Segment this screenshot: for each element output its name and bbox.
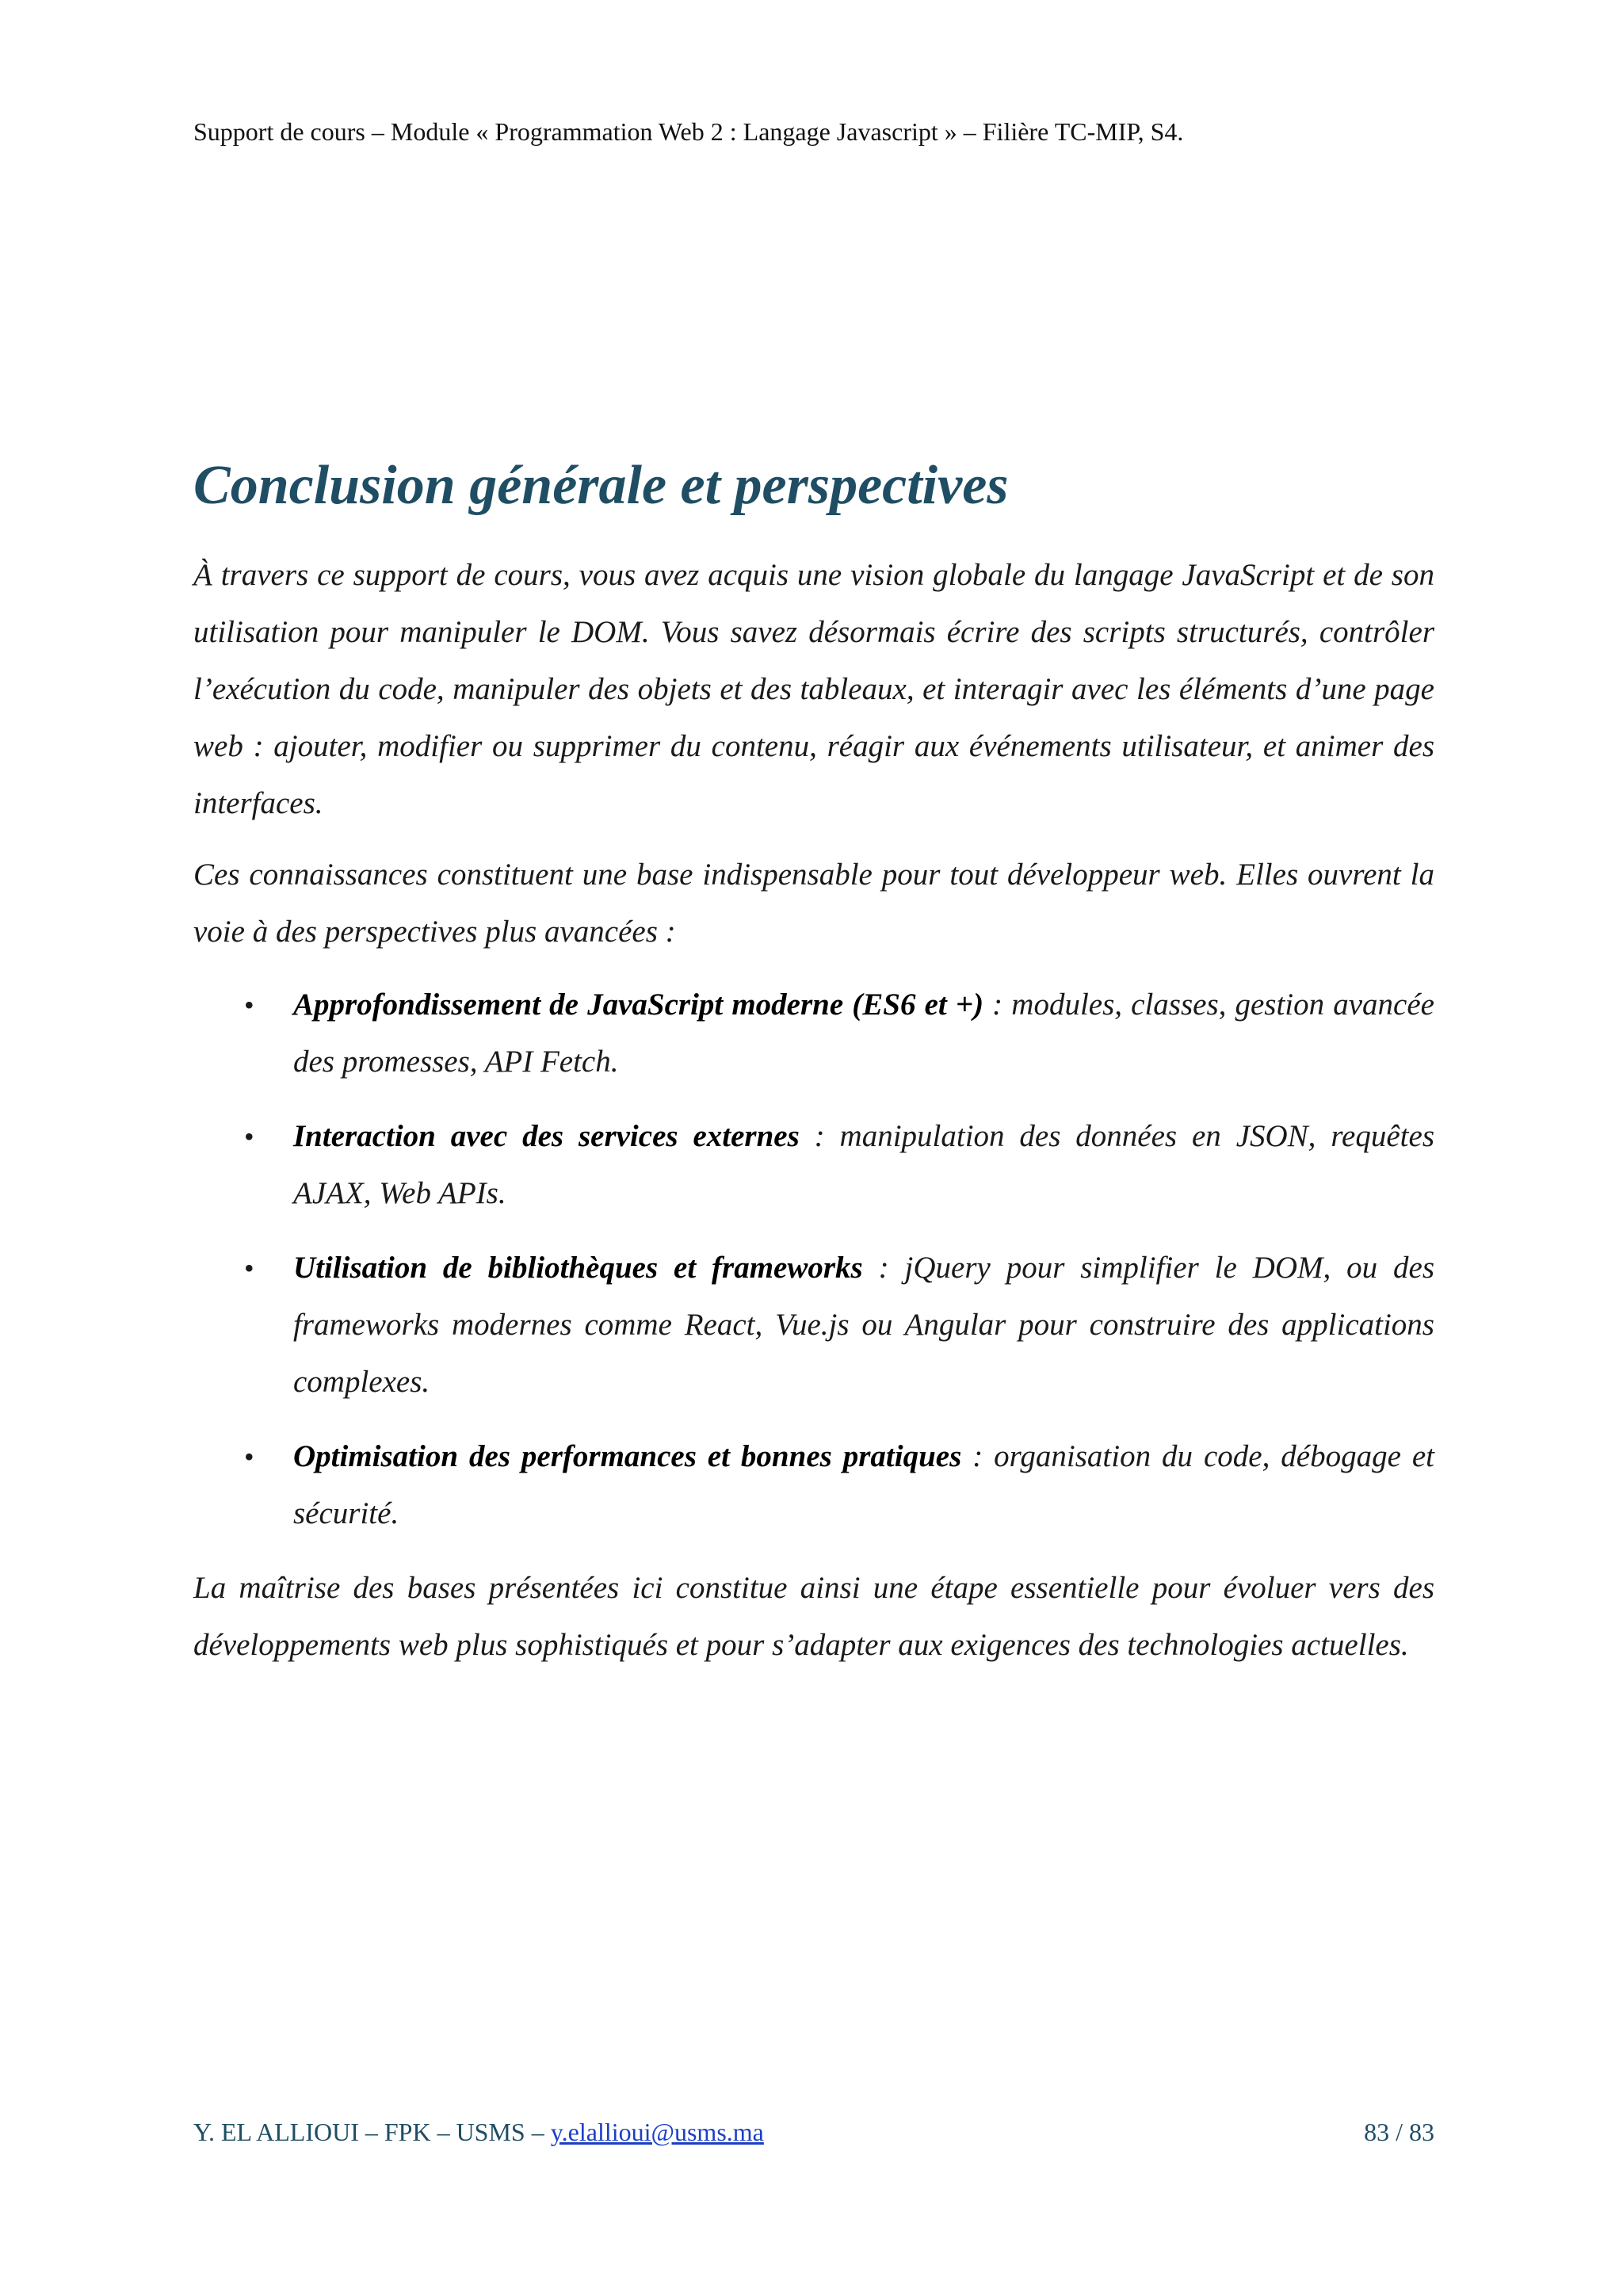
list-item	[193, 1240, 1434, 1411]
list-item-heading: Optimisation des performances et bonnes pratiques	[293, 1439, 962, 1473]
bullet-icon: •	[244, 1121, 254, 1152]
document-body	[193, 547, 1434, 1674]
list-item-heading: Interaction avec des services externes	[293, 1119, 800, 1153]
list-item	[193, 1108, 1434, 1222]
author-email-link[interactable]: y.elallioui@usms.ma	[550, 2118, 764, 2146]
paragraph-spacer	[193, 832, 1434, 846]
list-item-text: : manipulation des données en JSON, requêtes AJAX, Web APIs.	[293, 1119, 1434, 1210]
bullet-icon: •	[244, 989, 254, 1021]
page-title: Conclusion générale et perspectives	[193, 455, 1009, 516]
list-item	[193, 1428, 1434, 1542]
bullet-icon: •	[244, 1441, 254, 1473]
second-paragraph: Ces connaissances constituent une base indispensable pour tout développeur web. Elles ouvrent la voie à des perspectives plus avancées :	[193, 858, 1434, 949]
list-item-heading: Utilisation de bibliothèques et frameworks	[293, 1251, 863, 1285]
perspectives-list	[193, 976, 1434, 1542]
bullet-icon: •	[244, 1252, 254, 1284]
list-item-heading: Approfondissement de JavaScript moderne (ES6 et +)	[293, 988, 984, 1022]
list-item-text: : modules, classes, gestion avancée des promesses, API Fetch.	[293, 988, 1434, 1079]
closing-paragraph: La maîtrise des bases présentées ici constitue ainsi une étape essentielle pour évoluer vers des développements web plus sophistiqués et pour s’adapter aux exigences des technologies actuelles.	[193, 1571, 1434, 1662]
footer-author-text: Y. EL ALLIOUI – FPK – USMS –	[193, 2118, 551, 2146]
list-item-text: : organisation du code, débogage et sécurité.	[293, 1439, 1434, 1530]
footer-author	[193, 2115, 764, 2149]
list-item-text: : jQuery pour simplifier le DOM, ou des frameworks modernes comme React, Vue.js ou Angular pour construire des applications complexes.	[293, 1251, 1435, 1399]
intro-paragraph: À travers ce support de cours, vous avez acquis une vision globale du langage JavaScript et de son utilisation pour manipuler le DOM. Vous savez désormais écrire des scripts structurés, contrôler l’exécution du code, manipuler des objets et des tableaux, et interagir avec les éléments d’une page web : ajouter, modifier ou supprimer du contenu, réagir aux événements utilisateur, et animer des interfaces.	[193, 558, 1434, 820]
running-header: Support de cours – Module « Programmation Web 2 : Langage Javascript » – Filière TC-MIP, S4.	[193, 117, 1184, 146]
page-number: 83 / 83	[1364, 2118, 1434, 2146]
list-item	[193, 976, 1434, 1091]
